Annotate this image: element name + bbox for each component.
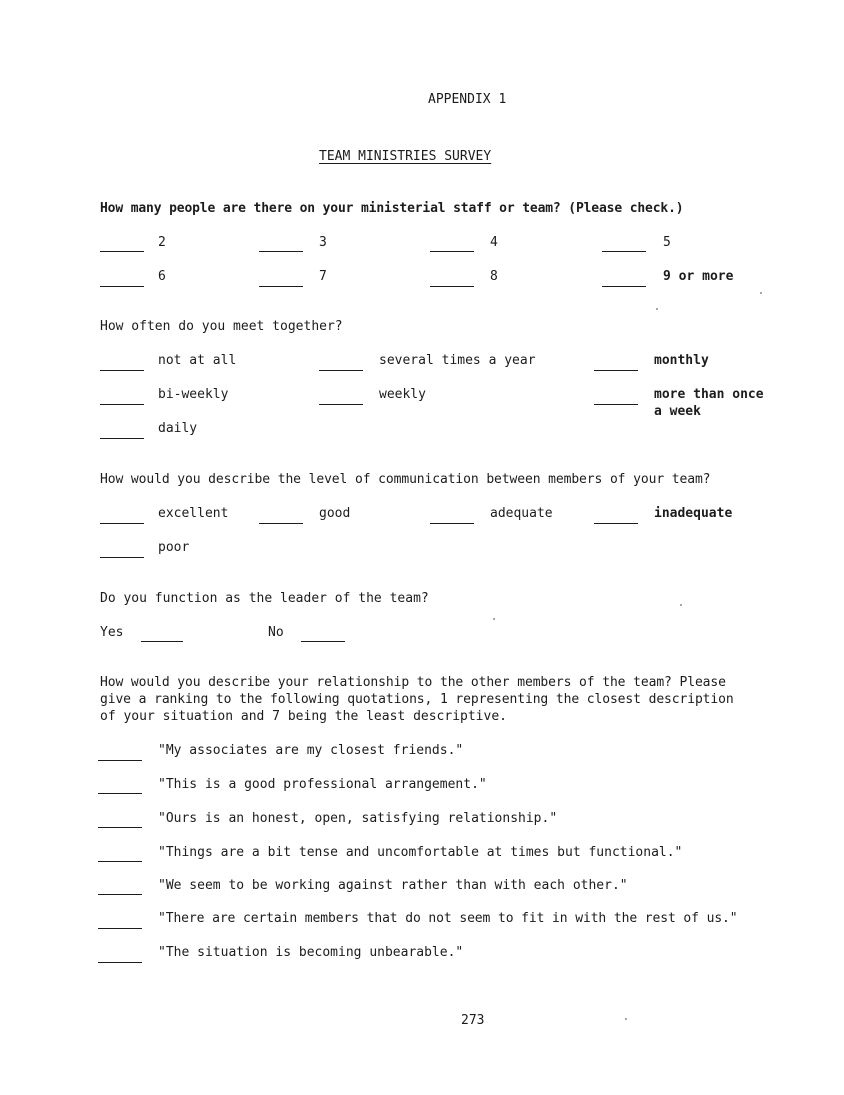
scan-speck [493, 618, 495, 620]
appendix-label: APPENDIX 1 [428, 92, 507, 107]
option-label: a week [654, 404, 701, 419]
answer-blank[interactable] [100, 251, 144, 252]
answer-blank[interactable] [594, 370, 638, 371]
quote-item: "We seem to be working against rather than with each other." [158, 878, 628, 893]
option-label: more than once [654, 387, 764, 402]
option-label: bi-weekly [158, 387, 229, 402]
option-label: not at all [158, 353, 237, 368]
question-relationship-line: give a ranking to the following quotations, 1 representing the closest description [100, 692, 734, 707]
option-label: monthly [654, 353, 709, 368]
answer-blank[interactable] [100, 286, 144, 287]
yes-label: Yes [100, 625, 124, 640]
page-number: 273 [461, 1013, 485, 1028]
option-label: 2 [158, 235, 166, 250]
ranking-blank[interactable] [98, 962, 142, 963]
answer-blank[interactable] [602, 286, 646, 287]
option-label: daily [158, 421, 198, 436]
answer-blank[interactable] [594, 404, 638, 405]
answer-blank[interactable] [100, 557, 144, 558]
option-label: 4 [490, 235, 498, 250]
yes-answer-blank[interactable] [141, 641, 183, 642]
option-label: 6 [158, 269, 166, 284]
ranking-blank[interactable] [98, 760, 142, 761]
ranking-blank[interactable] [98, 793, 142, 794]
question-communication: How would you describe the level of communication between members of your team? [100, 472, 711, 487]
option-label: 3 [319, 235, 327, 250]
answer-blank[interactable] [319, 370, 363, 371]
answer-blank[interactable] [100, 404, 144, 405]
quote-item: "The situation is becoming unbearable." [158, 945, 464, 960]
quote-item: "This is a good professional arrangement." [158, 777, 487, 792]
question-relationship-line: How would you describe your relationship to the other members of the team? Please [100, 675, 726, 690]
option-label: 9 or more [663, 269, 734, 284]
option-label: poor [158, 540, 190, 555]
answer-blank[interactable] [430, 523, 474, 524]
answer-blank[interactable] [259, 286, 303, 287]
scan-speck [625, 1018, 627, 1020]
answer-blank[interactable] [430, 251, 474, 252]
quote-item: "Ours is an honest, open, satisfying relationship." [158, 811, 558, 826]
option-label: 7 [319, 269, 327, 284]
answer-blank[interactable] [259, 251, 303, 252]
no-answer-blank[interactable] [301, 641, 345, 642]
quote-item: "There are certain members that do not seem to fit in with the rest of us." [158, 911, 738, 926]
quote-item: "My associates are my closest friends." [158, 743, 464, 758]
answer-blank[interactable] [319, 404, 363, 405]
scan-speck [680, 604, 682, 606]
ranking-blank[interactable] [98, 894, 142, 895]
answer-blank[interactable] [594, 523, 638, 524]
option-label: good [319, 506, 351, 521]
survey-title: TEAM MINISTRIES SURVEY [319, 149, 492, 164]
option-label: 8 [490, 269, 498, 284]
answer-blank[interactable] [100, 370, 144, 371]
ranking-blank[interactable] [98, 861, 142, 862]
question-leader: Do you function as the leader of the team? [100, 591, 429, 606]
answer-blank[interactable] [430, 286, 474, 287]
scan-speck [656, 308, 658, 310]
question-staff-size: How many people are there on your ministerial staff or team? (Please check.) [100, 201, 684, 216]
option-label: weekly [379, 387, 426, 402]
quote-item: "Things are a bit tense and uncomfortable at times but functional." [158, 845, 683, 860]
option-label: several times a year [379, 353, 536, 368]
option-label: adequate [490, 506, 553, 521]
option-label: inadequate [654, 506, 733, 521]
ranking-blank[interactable] [98, 928, 142, 929]
ranking-blank[interactable] [98, 827, 142, 828]
scan-speck [760, 292, 762, 294]
no-label: No [268, 625, 284, 640]
answer-blank[interactable] [602, 251, 646, 252]
answer-blank[interactable] [259, 523, 303, 524]
answer-blank[interactable] [100, 523, 144, 524]
question-relationship-line: of your situation and 7 being the least descriptive. [100, 709, 507, 724]
question-meeting-frequency: How often do you meet together? [100, 319, 343, 334]
answer-blank[interactable] [100, 438, 144, 439]
option-label: excellent [158, 506, 229, 521]
option-label: 5 [663, 235, 671, 250]
